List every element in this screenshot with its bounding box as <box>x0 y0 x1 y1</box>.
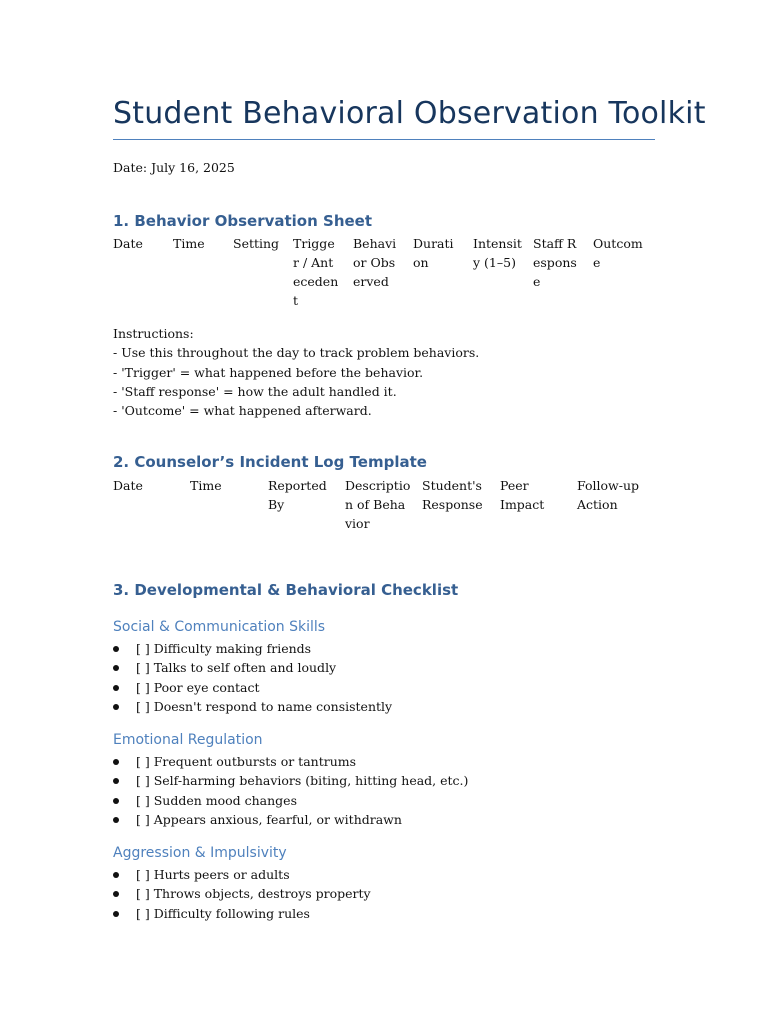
instructions-line: - 'Trigger' = what happened before the behavior. <box>113 364 424 380</box>
social-communication-heading: Social & Communication Skills <box>113 619 326 635</box>
column-header-setting: Setting <box>233 236 280 251</box>
checklist-item <box>113 865 371 884</box>
bullet-icon <box>113 646 119 652</box>
column-header-trigger: Trigger / Antecedent <box>293 236 339 308</box>
column-header-date: Date <box>113 236 143 251</box>
bullet-icon <box>113 665 119 671</box>
checklist-item-text: [ ] Throws objects, destroys property <box>136 886 371 902</box>
bullet-icon <box>113 704 119 710</box>
checklist-item <box>113 771 468 790</box>
document-date: Date: July 16, 2025 <box>113 160 235 175</box>
column-header-date: Date <box>113 478 143 493</box>
checklist-item-text: [ ] Poor eye contact <box>136 679 260 695</box>
column-header-intensity: Intensity (1–5) <box>473 236 522 270</box>
checklist-item <box>113 884 371 903</box>
checklist-item <box>113 639 392 658</box>
checklist-item <box>113 904 371 923</box>
column-header-behavior: Behavior Observed <box>353 236 397 289</box>
checklist-item <box>113 678 392 697</box>
social-communication-checklist <box>113 639 392 716</box>
column-header-follow-up: Follow-up Action <box>577 478 640 512</box>
checklist-item-text: [ ] Talks to self often and loudly <box>136 660 337 676</box>
emotional-regulation-heading: Emotional Regulation <box>113 732 263 748</box>
aggression-impulsivity-heading: Aggression & Impulsivity <box>113 845 287 861</box>
checklist-item-text: [ ] Difficulty following rules <box>136 905 310 921</box>
section1-heading: 1. Behavior Observation Sheet <box>113 212 373 230</box>
checklist-item-text: [ ] Self-harming behaviors (biting, hitting head, etc.) <box>136 773 469 789</box>
bullet-icon <box>113 778 119 784</box>
checklist-item-text: [ ] Frequent outbursts or tantrums <box>136 754 357 769</box>
checklist-item <box>113 752 468 771</box>
checklist-item-text: [ ] Doesn't respond to name consistently <box>136 698 393 714</box>
emotional-regulation-checklist <box>113 752 468 829</box>
section3-heading: 3. Developmental & Behavioral Checklist <box>113 581 459 599</box>
instructions-line: Instructions: <box>113 326 194 341</box>
column-header-peer-impact: Peer Impact <box>500 478 545 512</box>
checklist-item <box>113 658 392 677</box>
checklist-item-text: [ ] Sudden mood changes <box>136 792 297 808</box>
checklist-item <box>113 697 392 716</box>
checklist-item <box>113 810 468 829</box>
checklist-item <box>113 791 468 810</box>
aggression-impulsivity-checklist <box>113 865 371 923</box>
document-title: Student Behavioral Observation Toolkit <box>113 96 706 131</box>
instructions-line: - Use this throughout the day to track problem behaviors. <box>113 345 480 361</box>
column-header-students-response: Student's Response <box>422 478 483 512</box>
column-header-time: Time <box>190 478 222 493</box>
bullet-icon <box>113 685 119 691</box>
checklist-item-text: [ ] Hurts peers or adults <box>136 867 290 882</box>
bullet-icon <box>113 759 119 765</box>
instructions-line: - 'Outcome' = what happened afterward. <box>113 403 372 419</box>
bullet-icon <box>113 798 119 804</box>
instructions-line: - 'Staff response' = how the adult handled it. <box>113 383 397 399</box>
column-header-outcome: Outcome <box>593 236 643 270</box>
bullet-icon <box>113 817 119 823</box>
column-header-duration: Duration <box>413 236 454 270</box>
checklist-item-text: [ ] Appears anxious, fearful, or withdrawn <box>136 811 402 827</box>
column-header-reported-by: Reported By <box>268 478 327 512</box>
column-header-staff-response: Staff Response <box>533 236 577 289</box>
bullet-icon <box>113 911 119 917</box>
instructions-block <box>113 324 479 420</box>
column-header-description: Description of Behavior <box>345 478 411 531</box>
section2-heading: 2. Counselor’s Incident Log Template <box>113 453 427 471</box>
title-underline <box>113 139 655 140</box>
checklist-item-text: [ ] Difficulty making friends <box>136 641 312 656</box>
column-header-time: Time <box>173 236 205 251</box>
bullet-icon <box>113 891 119 897</box>
bullet-icon <box>113 872 119 878</box>
